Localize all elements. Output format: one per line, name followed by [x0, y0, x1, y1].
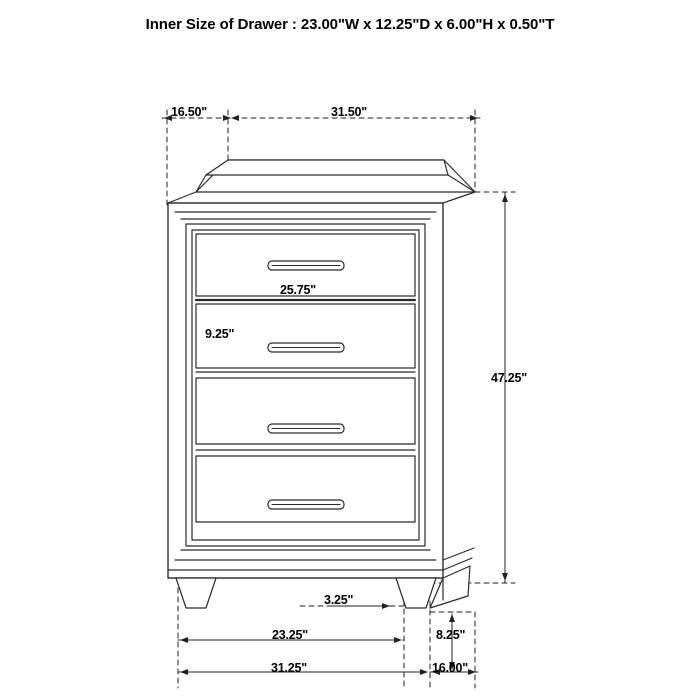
dim-drawer-face-width: 25.75": [280, 283, 317, 297]
dim-base-depth: 16.00": [432, 661, 469, 675]
dim-leg-height-front: 3.25": [324, 593, 354, 607]
dim-leg-height-side: 8.25": [436, 628, 466, 642]
dim-depth-top: 16.50": [171, 105, 208, 119]
dim-width-top: 31.50": [331, 105, 368, 119]
dim-total-height: 47.25": [491, 371, 528, 385]
dim-base-width: 31.25": [271, 661, 308, 675]
page-title: Inner Size of Drawer : 23.00"W x 12.25"D x 6.00"H x 0.50"T: [145, 16, 555, 33]
dim-leg-span-front: 23.25": [272, 628, 309, 642]
dim-drawer-face-height: 9.25": [205, 327, 235, 341]
